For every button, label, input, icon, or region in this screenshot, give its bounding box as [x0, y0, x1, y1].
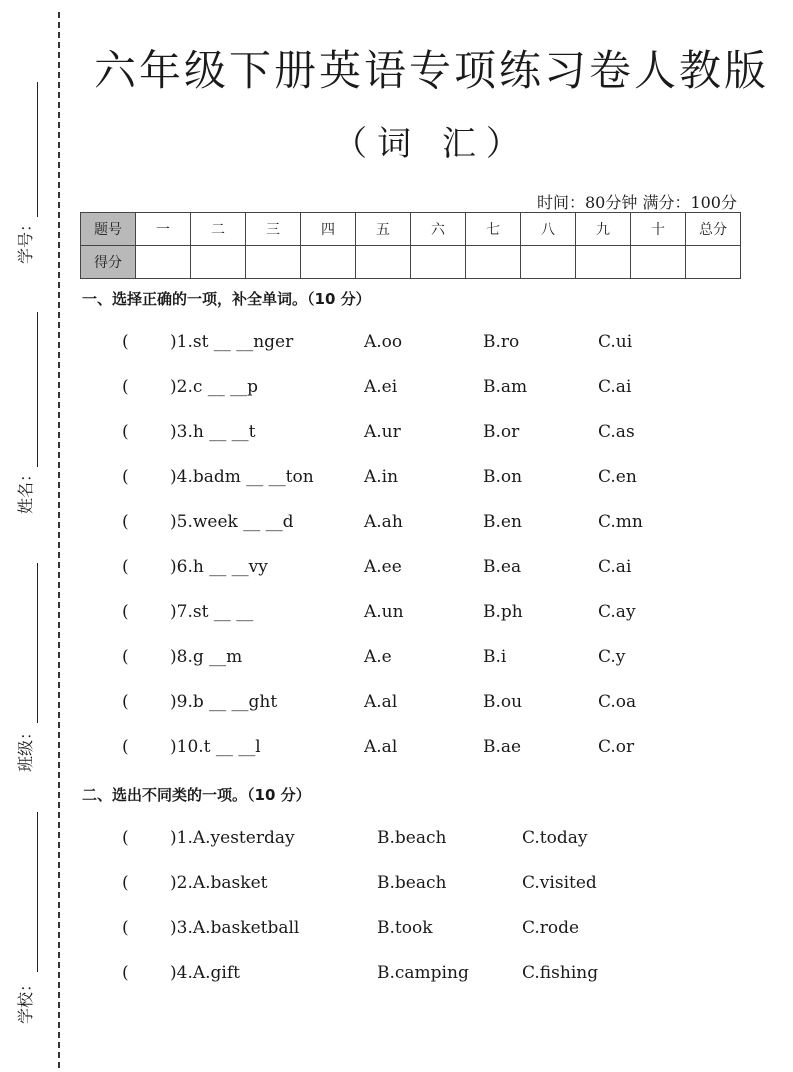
- score-cell[interactable]: [301, 246, 356, 279]
- option-b: B.or: [483, 422, 520, 442]
- option-c: C.today: [522, 828, 588, 848]
- question-number-row: [81, 213, 741, 246]
- option-c: C.en: [598, 467, 637, 487]
- column-header: 四: [301, 213, 356, 246]
- option-b: B.en: [483, 512, 522, 532]
- answer-paren[interactable]: (: [122, 602, 129, 622]
- option-b: B.camping: [377, 963, 469, 983]
- option-c: C.as: [598, 422, 635, 442]
- column-header: 七: [466, 213, 521, 246]
- question-number-label: 题号: [81, 213, 136, 246]
- option-b: B.ea: [483, 557, 522, 577]
- answer-paren[interactable]: (: [122, 828, 129, 848]
- question-row: [0, 647, 793, 671]
- option-b: B.on: [483, 467, 523, 487]
- option-a: A.ur: [364, 422, 401, 442]
- option-c: C.visited: [522, 873, 597, 893]
- answer-paren[interactable]: (: [122, 647, 129, 667]
- option-a: A.oo: [364, 332, 403, 352]
- binding-dashed-line: [58, 12, 60, 1068]
- question-row: [0, 377, 793, 401]
- option-b: B.ou: [483, 692, 523, 712]
- question-row: [0, 963, 793, 987]
- answer-paren[interactable]: (: [122, 512, 129, 532]
- column-header: 九: [576, 213, 631, 246]
- option-a: A.al: [364, 692, 398, 712]
- option-a: A.al: [364, 737, 398, 757]
- question-stem: )8.g __m: [170, 647, 243, 667]
- option-c: C.fishing: [522, 963, 599, 983]
- option-c: C.mn: [598, 512, 643, 532]
- option-c: C.ui: [598, 332, 633, 352]
- option-a: A.ee: [364, 557, 402, 577]
- answer-paren[interactable]: (: [122, 422, 129, 442]
- student-number-label: 学号：: [15, 215, 35, 264]
- score-cell[interactable]: [521, 246, 576, 279]
- score-cell[interactable]: [356, 246, 411, 279]
- option-b: B.took: [377, 918, 433, 938]
- question-stem: )7.st __ __: [170, 602, 254, 622]
- column-header: 六: [411, 213, 466, 246]
- column-header: 三: [246, 213, 301, 246]
- question-stem: )1.st __ __nger: [170, 332, 294, 352]
- option-c: C.rode: [522, 918, 580, 938]
- score-cell[interactable]: [631, 246, 686, 279]
- name-label: 姓名：: [15, 465, 35, 514]
- option-c: C.y: [598, 647, 626, 667]
- score-table: [80, 212, 741, 279]
- question-row: [0, 332, 793, 356]
- score-cell[interactable]: [246, 246, 301, 279]
- option-b: B.ae: [483, 737, 522, 757]
- class-label: 班级：: [15, 723, 35, 772]
- question-stem: )3.h __ __t: [170, 422, 256, 442]
- section-1-heading: 一、选择正确的一项，补全单词。（10 分）: [82, 290, 371, 308]
- score-cell[interactable]: [191, 246, 246, 279]
- question-row: [0, 467, 793, 491]
- column-header: 十: [631, 213, 686, 246]
- score-cell[interactable]: [411, 246, 466, 279]
- score-cell[interactable]: [576, 246, 631, 279]
- option-b: B.beach: [377, 873, 447, 893]
- option-a: A.in: [364, 467, 399, 487]
- option-c: C.oa: [598, 692, 637, 712]
- question-stem: )3.A.basketball: [170, 918, 300, 938]
- time-and-score-info: 时间：80分钟 满分：100分: [537, 193, 737, 212]
- option-a: A.un: [364, 602, 404, 622]
- question-row: [0, 422, 793, 446]
- question-row: [0, 692, 793, 716]
- option-b: B.am: [483, 377, 528, 397]
- question-row: [0, 873, 793, 897]
- question-row: [0, 512, 793, 536]
- section-2-heading: 二、选出不同类的一项。（10 分）: [82, 786, 311, 804]
- option-c: C.ai: [598, 557, 632, 577]
- student-number-blank[interactable]: [37, 82, 38, 217]
- option-b: B.ph: [483, 602, 523, 622]
- column-header: 一: [136, 213, 191, 246]
- option-c: C.ai: [598, 377, 632, 397]
- score-cell[interactable]: [466, 246, 521, 279]
- question-stem: )1.A.yesterday: [170, 828, 295, 848]
- question-stem: )4.A.gift: [170, 963, 240, 983]
- column-header: 总分: [686, 213, 741, 246]
- score-label: 得分: [81, 246, 136, 279]
- option-b: B.ro: [483, 332, 520, 352]
- option-b: B.beach: [377, 828, 447, 848]
- column-header: 二: [191, 213, 246, 246]
- answer-paren[interactable]: (: [122, 692, 129, 712]
- question-stem: )2.A.basket: [170, 873, 268, 893]
- answer-paren[interactable]: (: [122, 467, 129, 487]
- score-cell[interactable]: [136, 246, 191, 279]
- column-header: 五: [356, 213, 411, 246]
- question-row: [0, 918, 793, 942]
- answer-paren[interactable]: (: [122, 557, 129, 577]
- option-c: C.ay: [598, 602, 636, 622]
- column-header: 八: [521, 213, 576, 246]
- question-row: [0, 557, 793, 581]
- page-title: 六年级下册英语专项练习卷人教版: [93, 46, 769, 95]
- answer-paren[interactable]: (: [122, 873, 129, 893]
- score-cell[interactable]: [686, 246, 741, 279]
- answer-paren[interactable]: (: [122, 963, 129, 983]
- question-stem: )2.c __ __p: [170, 377, 259, 397]
- question-stem: )5.week __ __d: [170, 512, 294, 532]
- question-stem: )10.t __ __l: [170, 737, 261, 757]
- option-a: A.ei: [364, 377, 398, 397]
- question-stem: )9.b __ __ght: [170, 692, 278, 712]
- answer-paren[interactable]: (: [122, 737, 129, 757]
- question-row: [0, 828, 793, 852]
- page-subtitle: （词 汇）: [333, 124, 530, 164]
- answer-paren[interactable]: (: [122, 918, 129, 938]
- question-stem: )4.badm __ __ton: [170, 467, 314, 487]
- school-label: 学校：: [15, 975, 35, 1024]
- answer-paren[interactable]: (: [122, 377, 129, 397]
- score-row: [81, 246, 741, 279]
- option-a: A.ah: [364, 512, 403, 532]
- option-a: A.e: [364, 647, 392, 667]
- option-b: B.i: [483, 647, 507, 667]
- question-row: [0, 602, 793, 626]
- question-stem: )6.h __ __vy: [170, 557, 268, 577]
- option-c: C.or: [598, 737, 635, 757]
- answer-paren[interactable]: (: [122, 332, 129, 352]
